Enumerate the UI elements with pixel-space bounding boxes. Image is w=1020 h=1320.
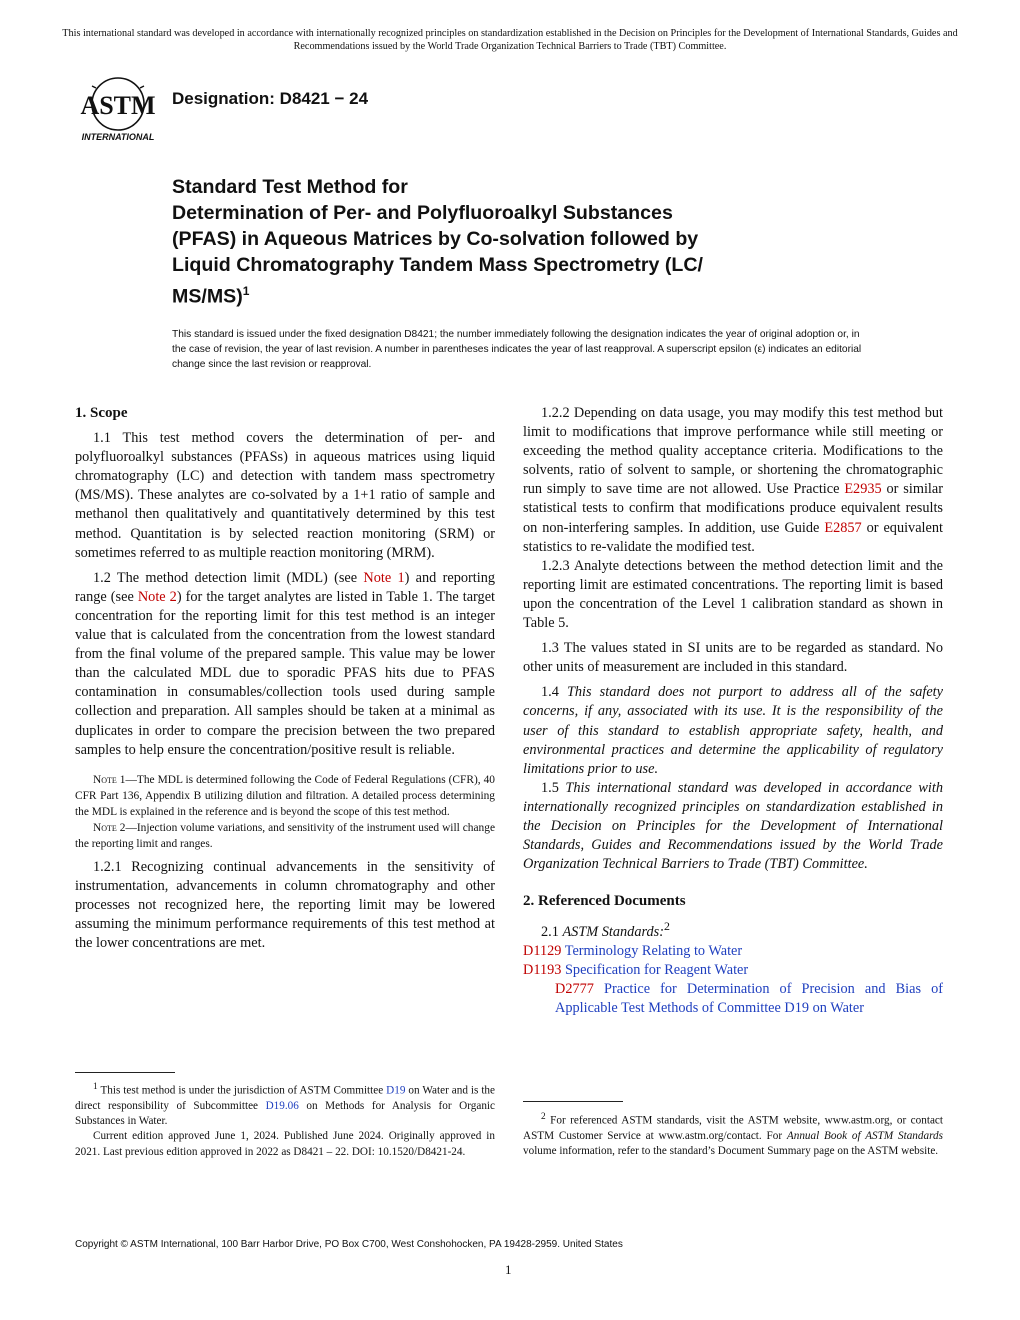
text-run: 1.5	[541, 779, 566, 796]
logo-org: INTERNATIONAL	[81, 132, 155, 142]
footnote-1	[75, 1080, 495, 1160]
astm-standards-subheading	[523, 917, 943, 942]
footnote-mark: 2	[664, 919, 670, 934]
text-run: 1.4	[541, 684, 567, 701]
title-line: Liquid Chromatography Tandem Mass Spectrometry (LC/	[172, 254, 703, 276]
footnote-2-text	[523, 1110, 943, 1159]
note-2-link[interactable]: Note 2	[137, 588, 177, 605]
note-1	[75, 772, 495, 820]
text-run: on Methods for Analysis for Organic Substances in Water.	[75, 1099, 495, 1128]
text-run: on Water and is the direct responsibility of Subcommittee	[75, 1084, 495, 1112]
e2857-link[interactable]: E2857	[824, 519, 862, 536]
text-run: or similar statistical tests to confirm that modifications produce equivalent results on non-interfering samples. In addition, use Guide	[523, 481, 943, 536]
e2935-link[interactable]: E2935	[844, 481, 882, 498]
text-run: 2.1	[541, 924, 563, 941]
title-line	[172, 278, 872, 310]
paragraph-1-3: 1.3 The values stated in SI units are to be regarded as standard. No other units of measurement are included in this standard.	[523, 640, 943, 676]
paragraph-1-2	[75, 569, 495, 760]
reference-title[interactable]: Practice for Determination of Precision and Bias of Applicable Test Methods of Committee D19 on Water	[555, 981, 943, 1017]
astm-logo-icon	[76, 74, 160, 144]
note-text: —The MDL is determined following the Code of Federal Regulations (CFR), 40 CFR Part 136, Appendix B utilizing dilution and filtration. A detailed process determining the MDL is explained in the reference and is beyond the scope of this test method.	[75, 773, 495, 818]
reference-item[interactable]	[523, 980, 943, 1018]
footnote-1-text	[75, 1080, 495, 1129]
footnote-1-edition: Current edition approved June 1, 2024. Published June 2024. Originally approved in 2021. Last previous edition approved in 2022 as D8421 – 22. DOI: 10.1520/D8421-24.	[75, 1130, 495, 1158]
text-run: ) for the target analytes are listed in Table 1. The target concentration for the reporting limit for this test method is an integer value that is calculated from the concentration from the lowest standard from the final volume of the prepared sample. This value may be lower than the calculated MDL due to sporadic PFAS hits due to PFAS contamination in consumables/collection tools used during sample collection and preparation. All samples should be taken at a minimal as duplicates in order to compare the precision between the two prepared samples to help ensure the concentration/positive result is reliable.	[75, 588, 496, 758]
text-run: Annual Book of ASTM Standards	[786, 1129, 943, 1142]
paragraph-1-2-1: 1.2.1 Recognizing continual advancements in the sensitivity of instrumentation, advancements in column chromatography and other processes not recognized here, the reporting limit may be lowered assuming the minimum performance requirements of this test method at the lower concentrations are met.	[75, 858, 495, 952]
title-line: Determination of Per- and Polyfluoroalkyl Substances	[172, 202, 673, 224]
note-text: —Injection volume variations, and sensitivity of the instrument used will change the reporting limit and ranges.	[75, 821, 495, 850]
text-run: This test method is under the jurisdiction of ASTM Committee	[97, 1084, 387, 1097]
title-line: (PFAS) in Aqueous Matrices by Co-solvation followed by	[172, 228, 699, 250]
footnote-2	[523, 1110, 943, 1159]
reference-code[interactable]: D1193	[523, 962, 562, 979]
note-2	[75, 820, 495, 852]
text-run: This international standard was developed in accordance with internationally recognized principles on standardization established in the Decision on Principles for the Development of International Standards, Guides and Recommendations issued by the World Trade Organization Technical Barriers to Trade (TBT) Committee.	[523, 779, 943, 873]
text-run: This standard does not purport to address all of the safety concerns, if any, associated with its use. It is the responsibility of the user of this standard to establish appropriate safety, health, and environmental practices and determine the applicability of regulatory limitations prior to use.	[523, 684, 943, 777]
reference-code[interactable]: D2777	[555, 981, 594, 998]
text-run: 1.2.2 Depending on data usage, you may modify this test method but limit to modifications that improve performance while still meeting or exceeding the method quality acceptance criteria. Modifications to the solvents, ratio of solvent to sample, or shortening the chromatographic run simply to save time are not allowed. Use Practice	[523, 405, 943, 498]
reference-code[interactable]: D1129	[523, 943, 562, 960]
astm-logo	[76, 74, 160, 144]
footnote-mark: 1	[93, 1082, 98, 1092]
text-run: ASTM Standards:	[562, 924, 664, 941]
issuance-statement: This standard is issued under the fixed designation D8421; the number immediately following the designation indicates the year of original adoption or, in the case of revision, the year of last revision. A number in parentheses indicates the year of last reapproval. A superscript epsilon (ε) indicates an editorial change since the last revision or reapproval.	[172, 329, 862, 370]
right-column	[523, 404, 943, 1019]
text-run: 1.2 The method detection limit (MDL) (see	[93, 569, 364, 586]
note-label: Note 1	[93, 773, 126, 786]
text-run: For referenced ASTM standards, visit the ASTM website, www.astm.org, or contact ASTM Customer Service at www.astm.org/contact. For	[523, 1114, 943, 1142]
title-footnote-mark[interactable]: 1	[242, 284, 250, 298]
copyright: Copyright © ASTM International, 100 Barr Harbor Drive, PO Box C700, West Conshohocken, PA 19428-2959. United States	[75, 1239, 623, 1250]
trade-notice: This international standard was developed in accordance with internationally recognized principles on standardization established in the Decision on Principles for the Development of International Standards, Guides and Recommendations issued by the World Trade Organization Technical Barriers to Trade (TBT) Committee.	[62, 28, 958, 52]
subcommittee-d19-06-link[interactable]: D19.06	[265, 1099, 299, 1112]
text-run: ) and reporting range (see	[75, 569, 495, 605]
note-1-link[interactable]: Note 1	[363, 569, 405, 586]
title-line: Standard Test Method for	[172, 176, 408, 198]
reference-item[interactable]	[523, 942, 943, 961]
reference-title[interactable]: Terminology Relating to Water	[561, 943, 743, 960]
logo-letters: ASTM	[80, 91, 156, 120]
title-line-text: MS/MS)	[172, 285, 243, 308]
paragraph-1-2-3: 1.2.3 Analyte detections between the method detection limit and the reporting limit are estimated concentrations. The reporting limit is based upon the concentration of the Level 1 calibration standard as shown in Table 5.	[523, 557, 943, 632]
page-number: 1	[505, 1262, 512, 1277]
footnote-rule	[523, 1101, 623, 1102]
left-column	[75, 404, 495, 953]
text-run: volume information, refer to the standard’s Document Summary page on the ASTM website.	[523, 1145, 939, 1158]
committee-d19-link[interactable]: D19	[386, 1084, 406, 1097]
paragraph-1-2-2	[523, 404, 943, 557]
reference-title[interactable]: Specification for Reagent Water	[561, 962, 749, 979]
paragraph-1-5	[523, 779, 943, 874]
footnote-mark: 2	[541, 1112, 546, 1122]
scope-heading: 1. Scope	[75, 405, 128, 421]
designation: Designation: D8421 − 24	[172, 89, 369, 108]
reference-item[interactable]	[523, 961, 943, 980]
note-label: Note 2	[93, 821, 126, 834]
references-heading: 2. Referenced Documents	[523, 893, 686, 910]
text-run: or equivalent statistics to re-validate the modified test.	[523, 519, 943, 555]
document-title	[172, 174, 872, 310]
paragraph-1-1: 1.1 This test method covers the determination of per- and polyfluoroalkyl substances (PFASs) in aqueous matrices using liquid chromatography (LC) and detection with tandem mass spectrometry (MS/MS). These analytes are co-solvated by a 1+1 ratio of sample and methanol then qualitatively and quantitatively determined by this test method. Quantitation is by selected reaction monitoring (SRM) or sometimes referred to as multiple reaction monitoring (MRM).	[75, 430, 495, 561]
paragraph-1-4	[523, 683, 943, 778]
footnote-rule	[75, 1072, 175, 1073]
